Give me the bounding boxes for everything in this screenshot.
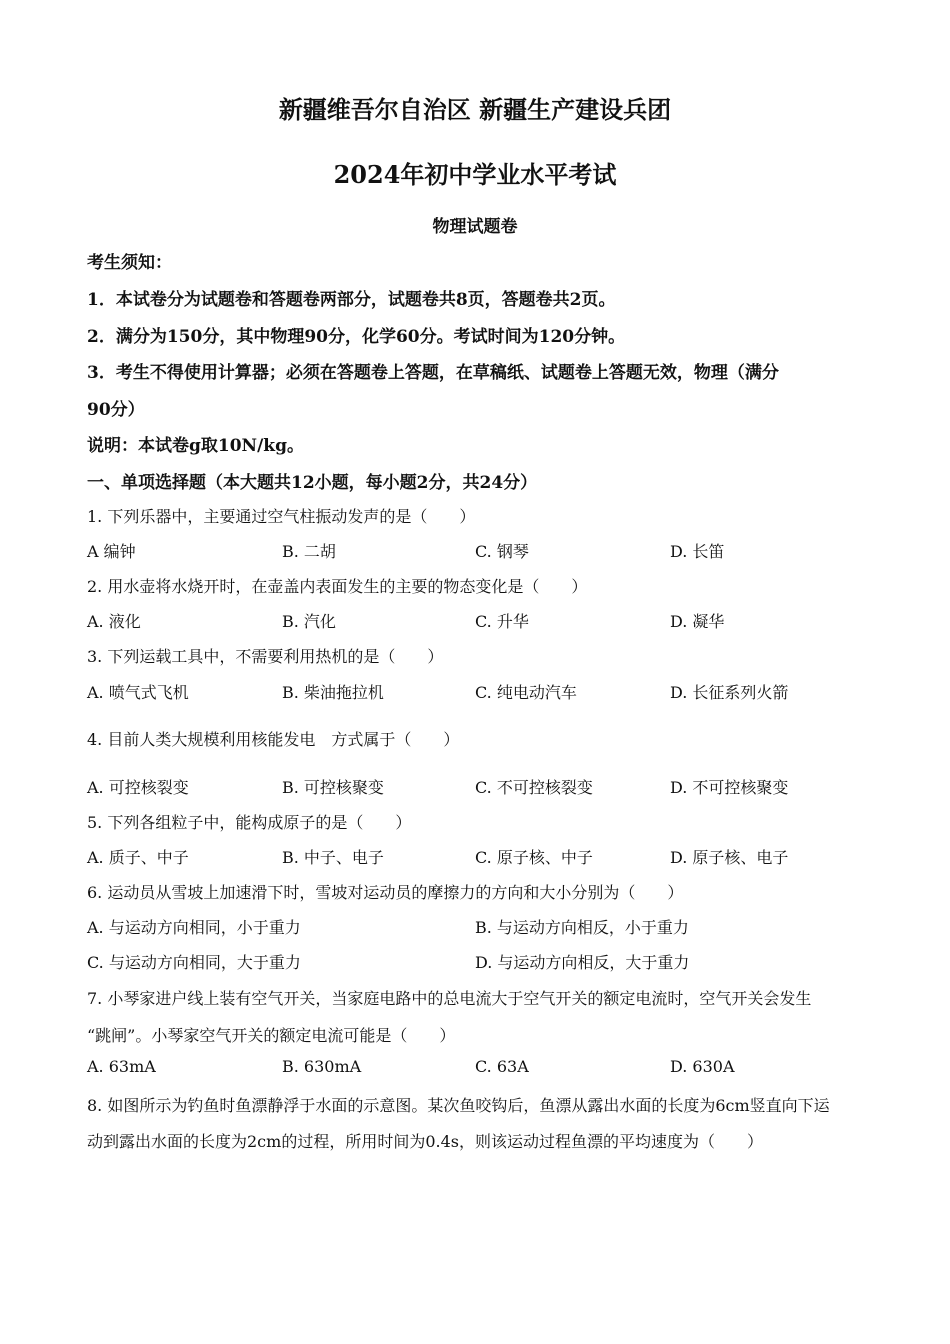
exam-title-year: 2024年初中学业水平考试 [333,160,617,189]
notice-item-3-cont: 90分） [87,400,145,420]
notice-item-2: 2．满分为150分，其中物理90分，化学60分。考试时间为120分钟。 [87,327,626,347]
question-7-stem: 7. 小琴家进户线上装有空气开关，当家庭电路中的总电流大于空气开关的额定电流时，空气开关会发生 [87,989,812,1008]
question-6-stem: 6. 运动员从雪坡上加速滑下时，雪坡对运动员的摩擦力的方向和大小分别为（ ） [87,883,684,902]
q5-option-b: B. 中子、电子 [282,848,384,867]
section-heading: 一、单项选择题（本大题共12小题，每小题2分，共24分） [87,473,538,493]
q1-option-b: B. 二胡 [282,542,336,561]
notice-heading: 考生须知： [87,253,172,273]
notice-item-3: 3．考生不得使用计算器；必须在答题卷上答题，在草稿纸、试题卷上答题无效，物理（满分 [87,363,779,383]
q1-option-d: D. 长笛 [670,542,725,561]
q4-option-a: A. 可控核裂变 [87,778,189,797]
q7-option-b: B. 630mA [282,1057,362,1076]
q6-option-d: D. 与运动方向相反，大于重力 [475,953,690,972]
q4-option-d: D. 不可控核聚变 [670,778,789,797]
question-2-stem: 2. 用水壶将水烧开时，在壶盖内表面发生的主要的物态变化是（ ） [87,577,588,596]
q7-option-a: A. 63mA [87,1057,156,1076]
question-8-stem-cont: 动到露出水面的长度为2cm的过程，所用时间为0.4s，则该运动过程鱼漂的平均速度为（ ） [87,1132,763,1151]
q5-option-d: D. 原子核、电子 [670,848,789,867]
q2-option-a: A. 液化 [87,612,141,631]
notice-item-1: 1．本试卷分为试题卷和答题卷两部分，试题卷共8页，答题卷共2页。 [87,290,616,310]
q3-option-b: B. 柴油拖拉机 [282,683,384,702]
q4-option-b: B. 可控核聚变 [282,778,384,797]
question-8-stem: 8. 如图所示为钓鱼时鱼漂静浮于水面的示意图。某次鱼咬钩后，鱼漂从露出水面的长度为6cm竖直向下运 [87,1096,830,1115]
q6-option-c: C. 与运动方向相同，大于重力 [87,953,301,972]
question-7-stem-cont: “跳闸”。小琴家空气开关的额定电流可能是（ ） [87,1026,456,1045]
q3-option-d: D. 长征系列火箭 [670,683,789,702]
exam-subtitle: 物理试题卷 [432,217,518,237]
q2-option-d: D. 凝华 [670,612,725,631]
exam-title-region: 新疆维吾尔自治区 新疆生产建设兵团 [278,95,672,124]
q5-option-c: C. 原子核、中子 [475,848,593,867]
q6-option-b: B. 与运动方向相反，小于重力 [475,918,689,937]
question-1-stem: 1. 下列乐器中，主要通过空气柱振动发声的是（ ） [87,507,476,526]
q5-option-a: A. 质子、中子 [87,848,189,867]
question-3-stem: 3. 下列运载工具中，不需要利用热机的是（ ） [87,647,444,666]
q3-option-a: A. 喷气式飞机 [87,683,189,702]
q7-option-d: D. 630A [670,1057,735,1076]
q1-option-c: C. 钢琴 [475,542,529,561]
q2-option-b: B. 汽化 [282,612,336,631]
q6-option-a: A. 与运动方向相同，小于重力 [87,918,301,937]
q3-option-c: C. 纯电动汽车 [475,683,577,702]
q4-option-c: C. 不可控核裂变 [475,778,593,797]
q2-option-c: C. 升华 [475,612,529,631]
question-5-stem: 5. 下列各组粒子中，能构成原子的是（ ） [87,813,412,832]
q1-option-a: A 编钟 [87,542,136,561]
notice-note: 说明：本试卷g取10N/kg。 [87,436,304,456]
question-4-stem: 4. 目前人类大规模利用核能发电 方式属于（ ） [87,730,460,749]
q7-option-c: C. 63A [475,1057,529,1076]
